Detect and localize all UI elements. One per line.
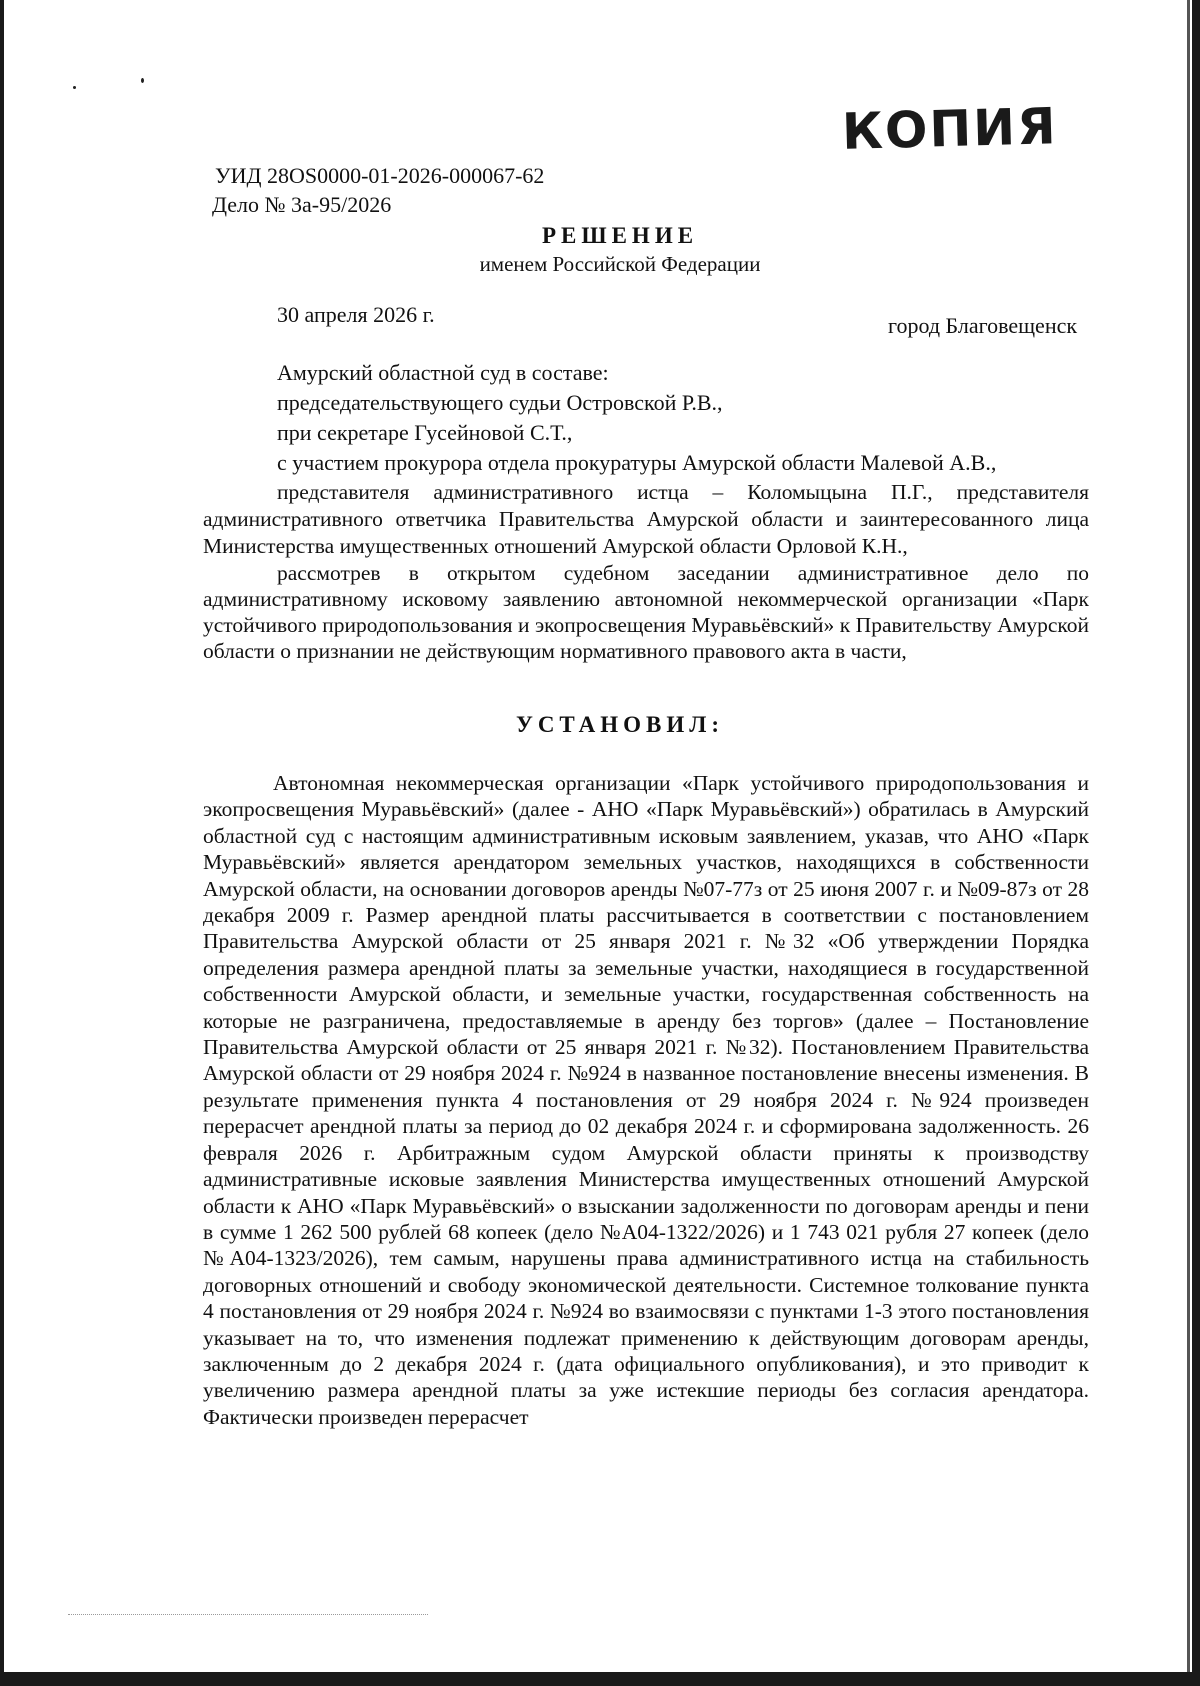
court-secretary: при секретаре Гусейновой С.Т., — [277, 420, 573, 445]
case-number: Дело № 3а-95/2026 — [212, 192, 392, 217]
body-paragraph: Автономная некоммерческая организации «Парк устойчивого природопользования и экопросвещения Муравьёвский» (далее - АНО «Парк Муравьёвский») обратилась в Амурский областной суд с настоящим административным исковым заявлением, указав, что АНО «Парк Муравьёвский» является арендатором земельных участков, находящихся в собственности Амурской области, на основании договоров аренды №07-77з от 25 июня 2007 г. и №09-87з от 28 декабря 2009 г. Размер арендной платы рассчитывается в соответствии с постановлением Правительства Амурской области от 25 января 2021 г. №32 «Об утверждении Порядка определения размера арендной платы за земельные участки, находящиеся в государственной собственности Амурской области, и земельные участки, государственная собственность на которые не разграничена, предоставляемые в аренду без торгов» (далее – Постановление Правительства Амурской области от 25 января 2021 г. №32). Постановлением Правительства Амурской области от 29 ноября 2024 г. №924 в названное постановление внесены изменения. В результате применения пункта 4 постановления от 29 ноября 2024 г. №924 произведен перерасчет арендной платы за период до 02 декабря 2024 г. и сформирована задолженность. 26 февраля 2026 г. Арбитражным судом Амурской области приняты к производству административные исковые заявления Министерства имущественных отношений Амурской области к АНО «Парк Муравьёвский» о взыскании задолженности по договорам аренды и пени в сумме 1 262 500 рублей 68 копеек (дело №А04-1322/2026) и 1 743 021 рубля 27 копеек (дело №А04-1323/2026), тем самым, нарушены права административного истца на стабильность договорных отношений и свободу экономической деятельности. Системное толкование пункта 4 постановления от 29 ноября 2024 г. №924 во взаимосвязи с пунктами 1-3 этого постановления указывает на то, что изменения подлежат применению к действующим договорам аренды, заключенным до 2 декабря 2024 г. (дата официального опубликования), и это приводит к увеличению размера арендной платы за уже истекшие периоды без согласия арендатора. Фактически произведен перерасчет — [203, 771, 1089, 1429]
scan-border-left — [0, 0, 4, 1686]
consideration-paragraph: рассмотрев в открытом судебном заседании административное дело по административному исковому заявлению автономной некоммерческой организации «Парк устойчивого природопользования и экопросвещения Муравьёвский» к Правительству Амурской области о признании не действующим нормативного правового акта в части, — [203, 561, 1089, 663]
section-heading: УСТАНОВИЛ: — [515, 712, 725, 737]
representatives-paragraph: представителя административного истца – Коломыцына П.Г., представителя административного ответчика Правительства Амурской области и заинтересованного лица Министерства имущественных отношений Амурской области Орловой К.Н., — [203, 480, 1089, 558]
document-subtitle: именем Российской Федерации — [479, 252, 761, 276]
case-uid: УИД 28OS0000-01-2026-000067-62 — [215, 163, 545, 188]
decision-city: город Благовещенск — [888, 313, 1078, 338]
copy-stamp: КОПИЯ — [841, 97, 1059, 161]
scan-border-right-shadow — [1187, 0, 1190, 1686]
document-title: РЕШЕНИЕ — [541, 223, 699, 248]
scan-border-right — [1192, 0, 1200, 1686]
prosecutor: с участием прокурора отдела прокуратуры Амурской области Малевой А.В., — [277, 450, 997, 475]
scan-artifact-line — [68, 1614, 428, 1615]
scan-speck — [73, 86, 76, 89]
court-composition — [277, 358, 996, 478]
scan-speck — [141, 78, 144, 83]
presiding-judge: председательствующего судьи Островской Р.В., — [277, 390, 723, 415]
decision-date: 30 апреля 2026 г. — [277, 302, 435, 327]
scan-border-bottom — [0, 1672, 1200, 1686]
court-name: Амурский областной суд в составе: — [277, 360, 609, 385]
